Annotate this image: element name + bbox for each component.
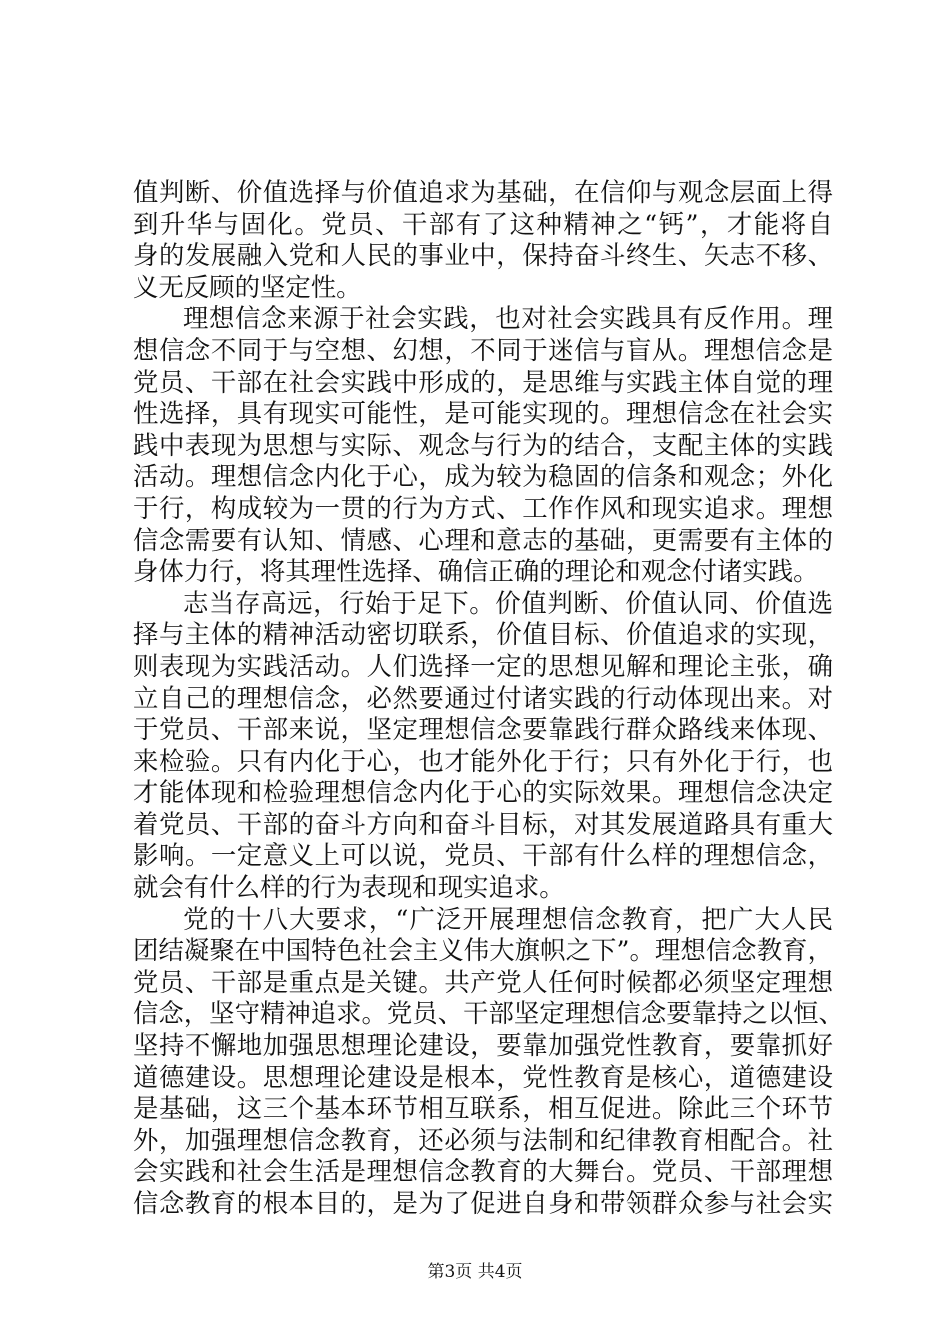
text-line: 才能体现和检验理想信念内化于心的实际效果。理想信念决定 <box>133 777 833 808</box>
text-line: 于党员、干部来说，坚定理想信念要靠践行群众路线来体现、 <box>133 714 833 745</box>
text-line: 活动。理想信念内化于心，成为较为稳固的信条和观念；外化 <box>133 461 833 492</box>
text-line: 党的十八大要求，“广泛开展理想信念教育，把广大人民 <box>183 903 833 934</box>
text-line: 来检验。只有内化于心，也才能外化于行；只有外化于行，也 <box>133 745 833 776</box>
text-line: 党员、干部是重点是关键。共产党人任何时候都必须坚定理想 <box>133 966 833 997</box>
text-line: 择与主体的精神活动密切联系，价值目标、价值追求的实现， <box>133 619 833 650</box>
text-line: 值判断、价值选择与价值追求为基础，在信仰与观念层面上得 <box>133 177 833 207</box>
text-line: 是基础，这三个基本环节相互联系，相互促进。除此三个环节 <box>133 1093 833 1124</box>
text-line: 想信念不同于与空想、幻想，不同于迷信与盲从。理想信念是 <box>133 334 833 365</box>
text-line: 信念，坚守精神追求。党员、干部坚定理想信念要靠持之以恒、 <box>133 998 844 1029</box>
text-line: 身体力行，将其理性选择、确信正确的理论和观念付诸实践。 <box>133 556 819 587</box>
text-line: 信念教育的根本目的，是为了促进自身和带领群众参与社会实 <box>133 1188 833 1218</box>
text-line: 会实践和社会生活是理想信念教育的大舞台。党员、干部理想 <box>133 1156 833 1187</box>
text-line: 坚持不懈地加强思想理论建设，要靠加强党性教育，要靠抓好 <box>133 1030 833 1061</box>
text-line: 义无反顾的坚定性。 <box>133 271 362 302</box>
text-line: 则表现为实践活动。人们选择一定的思想见解和理论主张，确 <box>133 650 833 681</box>
text-line: 理想信念来源于社会实践，也对社会实践具有反作用。理 <box>183 303 833 334</box>
text-line: 外，加强理想信念教育，还必须与法制和纪律教育相配合。社 <box>133 1124 833 1155</box>
text-line: 到升华与固化。党员、干部有了这种精神之“钙”，才能将自 <box>133 208 833 239</box>
text-line: 着党员、干部的奋斗方向和奋斗目标，对其发展道路具有重大 <box>133 808 833 839</box>
text-line: 志当存高远，行始于足下。价值判断、价值认同、价值选 <box>183 587 833 618</box>
text-line: 践中表现为思想与实际、观念与行为的结合，支配主体的实践 <box>133 429 833 460</box>
text-line: 党员、干部在社会实践中形成的，是思维与实践主体自觉的理 <box>133 366 833 397</box>
text-line: 就会有什么样的行为表现和现实追求。 <box>133 872 565 903</box>
text-line: 立自己的理想信念，必然要通过付诸实践的行动体现出来。对 <box>133 682 833 713</box>
text-line: 影响。一定意义上可以说，党员、干部有什么样的理想信念， <box>133 840 833 871</box>
text-line: 于行，构成较为一贯的行为方式、工作作风和现实追求。理想 <box>133 492 833 523</box>
body-text <box>133 177 844 1220</box>
text-line: 身的发展融入党和人民的事业中，保持奋斗终生、矢志不移、 <box>133 240 833 271</box>
text-line: 性选择，具有现实可能性，是可能实现的。理想信念在社会实 <box>133 398 833 429</box>
text-line: 信念需要有认知、情感、心理和意志的基础，更需要有主体的 <box>133 524 833 555</box>
page-number-footer: 第3页 共4页 <box>427 1262 523 1282</box>
text-line: 团结凝聚在中国特色社会主义伟大旗帜之下”。理想信念教育， <box>133 935 833 966</box>
text-line: 道德建设。思想理论建设是根本，党性教育是核心，道德建设 <box>133 1061 833 1092</box>
